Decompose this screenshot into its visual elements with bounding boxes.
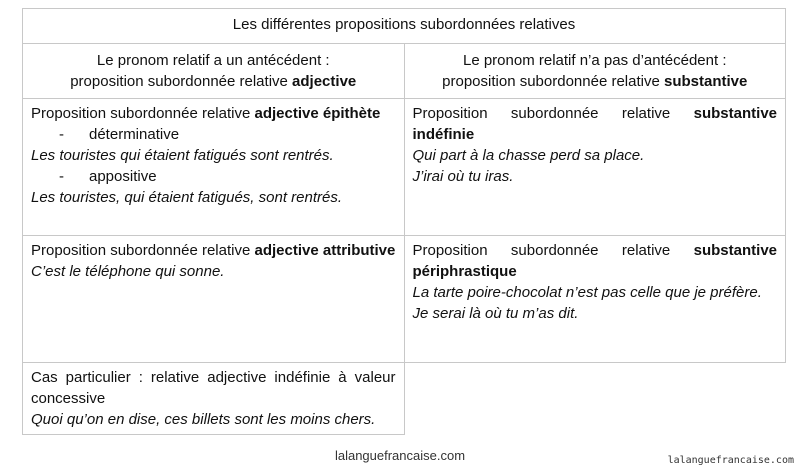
list-item	[31, 124, 396, 145]
cell-substantive-periphrastique	[404, 236, 786, 363]
list-item-label: appositive	[89, 168, 157, 185]
example-sentence: C’est le téléphone qui sonne.	[31, 263, 225, 280]
example-sentence: Les touristes, qui étaient fatigués, sont rentrés.	[31, 189, 343, 206]
table-title: Les différentes propositions subordonnées relatives	[23, 9, 786, 44]
cell-heading-bold: substantive indéfinie	[412, 105, 777, 143]
cell-heading-prefix: Proposition subordonnée relative	[31, 242, 255, 259]
footer-source: lalanguefrancaise.com	[334, 448, 466, 463]
cell-heading-prefix: Proposition subordonnée relative	[412, 242, 694, 259]
cell-adjective-attributive	[23, 236, 405, 363]
watermark: lalanguefrancaise.com	[667, 455, 794, 466]
header-right-line2-prefix: proposition subordonnée relative	[442, 73, 664, 90]
list-item	[31, 166, 396, 187]
example-sentence: Quoi qu’on en dise, ces billets sont les moins chers.	[31, 411, 376, 428]
relatives-table	[22, 8, 786, 435]
header-left-line1: Le pronom relatif a un antécédent :	[96, 52, 330, 69]
header-right-line1: Le pronom relatif n’a pas d’antécédent :	[462, 52, 727, 69]
example-sentence: Qui part à la chasse perd sa place.	[412, 147, 645, 164]
example-sentence: J’irai où tu iras.	[412, 168, 514, 185]
header-right-line2-bold: substantive	[663, 73, 748, 90]
cell-text: Cas particulier : relative adjective indéfinie à valeur concessive	[31, 369, 396, 407]
list-dash: -	[59, 168, 64, 185]
list-dash: -	[59, 126, 64, 143]
cell-substantive-indefinie	[404, 99, 786, 236]
header-right	[404, 44, 786, 99]
cell-heading-bold: substantive périphrastique	[412, 242, 777, 280]
empty-cell	[404, 363, 786, 435]
cell-adjective-epithete	[23, 99, 405, 236]
header-left-line2-bold: adjective	[292, 73, 357, 90]
cell-heading-bold: adjective attributive	[254, 242, 396, 259]
list-item-label: déterminative	[89, 126, 180, 143]
cell-cas-particulier	[23, 363, 405, 435]
cell-heading-prefix: Proposition subordonnée relative	[31, 105, 255, 122]
header-left	[23, 44, 405, 99]
cell-heading-bold: adjective épithète	[254, 105, 381, 122]
example-sentence: Je serai là où tu m’as dit.	[412, 305, 579, 322]
cell-heading-prefix: Proposition subordonnée relative	[412, 105, 694, 122]
example-sentence: La tarte poire-chocolat n’est pas celle que je préfère.	[412, 284, 762, 301]
example-sentence: Les touristes qui étaient fatigués sont rentrés.	[31, 147, 334, 164]
header-left-line2-prefix: proposition subordonnée relative	[70, 73, 293, 90]
